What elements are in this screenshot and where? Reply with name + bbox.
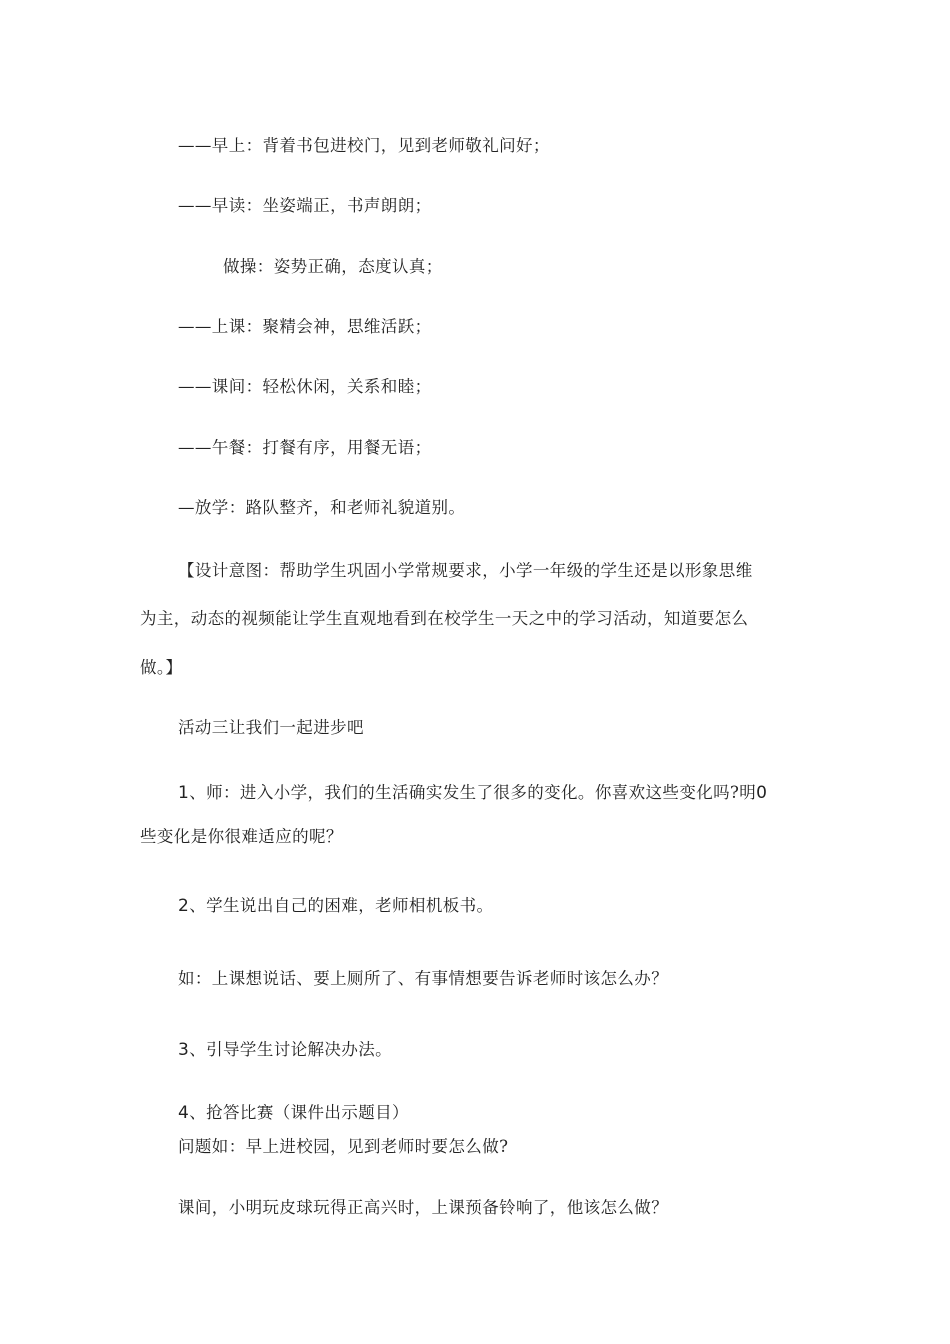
- item-4-text: 、抢答比赛（课件出示题目）: [189, 1103, 409, 1122]
- item-3-text: 、引导学生讨论解决办法。: [189, 1040, 393, 1059]
- schedule-lunch: ——午餐：打餐有序，用餐无语；: [178, 438, 432, 457]
- design-intent-line-3: 做。】: [140, 658, 183, 677]
- schedule-class: ——上课：聚精会神，思维活跃；: [178, 317, 432, 336]
- schedule-dismissal: —放学：路队整齐，和老师礼貌道别。: [178, 498, 466, 517]
- item-2-number: 2: [178, 896, 190, 916]
- schedule-morning: ——早上：背着书包进校门，见到老师敬礼问好；: [178, 136, 550, 155]
- item-1-number: 1: [178, 783, 190, 803]
- design-intent-line-2: 为主，动态的视频能让学生直观地看到在校学生一天之中的学习活动，知道要怎么: [140, 609, 749, 628]
- design-intent-line-1: 【设计意图：帮助学生巩固小学常规要求，小学一年级的学生还是以形象思维: [178, 561, 753, 580]
- schedule-exercise: 做操：姿势正确，态度认真；: [223, 257, 443, 276]
- question-1: 问题如：早上进校园，见到老师时要怎么做?: [178, 1137, 509, 1156]
- item-2-text: 、学生说出自己的困难，老师相机板书。: [189, 896, 494, 915]
- item-1-text: 、师：进入小学，我们的生活确实发生了很多的变化。你喜欢这些变化吗?明: [189, 783, 757, 802]
- question-2: 课间，小明玩皮球玩得正高兴时，上课预备铃响了，他该怎么做？: [178, 1198, 669, 1217]
- activity-item-3: [178, 1039, 392, 1061]
- activity-item-4: [178, 1102, 409, 1124]
- activity-item-2: [178, 895, 493, 917]
- item-3-number: 3: [178, 1040, 190, 1060]
- schedule-break: ——课间：轻松休闲，关系和睦；: [178, 377, 432, 396]
- activity-example: 如：上课想说话、要上厕所了、有事情想要告诉老师时该怎么办？: [178, 969, 669, 988]
- schedule-reading: ——早读：坐姿端正，书声朗朗；: [178, 196, 432, 215]
- activity-item-1-line-1: [178, 782, 767, 804]
- activity-item-1-line-2: 些变化是你很难适应的呢？: [140, 827, 343, 846]
- item-1-zero: 0: [756, 783, 768, 803]
- item-4-number: 4: [178, 1103, 190, 1123]
- activity-three-title: 活动三让我们一起进步吧: [178, 718, 364, 737]
